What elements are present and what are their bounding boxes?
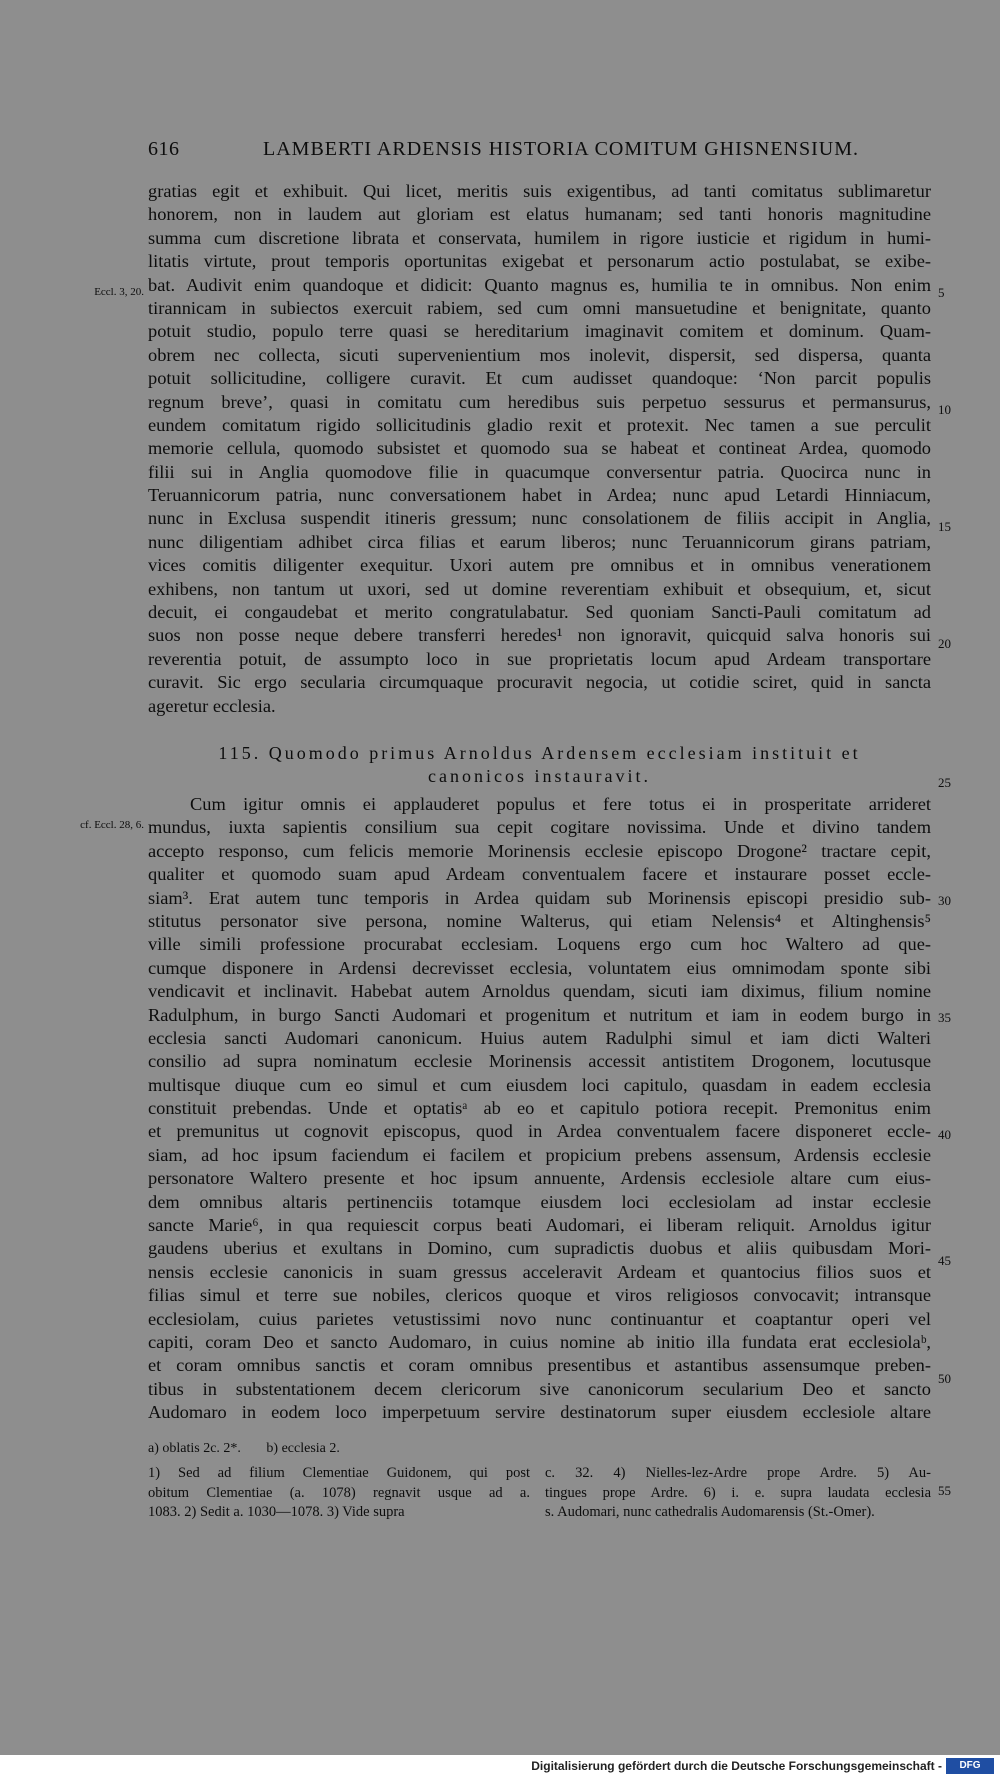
line-number: 25 (938, 775, 951, 790)
text-line: exhibens, non tantum ut uxori, sed ut domine reverentiam exhibuit et obsequium, et, sicut (148, 578, 931, 599)
text-line: constituit prebendas. Unde et optatisᵃ ab eo et capitulo potiora recepit. Premonitus enim (148, 1098, 931, 1119)
line-number: 50 (938, 1371, 951, 1386)
footnotes-left-column (148, 1464, 530, 1523)
text-line: vices comitis diligenter exequitur. Uxori autem pre omnibus et in omnibus venerationem (148, 555, 931, 576)
margin-reference: Eccl. 3, 20. (94, 286, 144, 298)
line-number: 30 (938, 893, 951, 908)
text-line: qualiter et quomodo suam apud Ardeam conventualem facere et instaurare posset eccle- (148, 864, 931, 885)
line-number: 40 (938, 1127, 951, 1142)
text-line: ecclesiolam, cuius parietes vetustissimi novo nunc continuantur et coaptantur operi vel (148, 1308, 931, 1329)
text-line: Audomaro in eodem loco imperpetuum servire destinatorum super eiusdem ecclesiole altare (148, 1402, 931, 1423)
footnote-line: c. 32. 4) Nielles-lez-Ardre prope Ardre. 5) Au- (545, 1465, 931, 1481)
line-number: 5 (938, 285, 945, 300)
text-line: gaudens uberius et exultans in Domino, cum supradictis duobus et aliis quibusdam Mori- (148, 1238, 931, 1259)
text-line: tirannicam in subiectos exercuit rabiem, sed cum omni mansuetudine et benignitate, quanto (148, 297, 931, 318)
footnote-line: obitum Clementiae (a. 1078) regnavit usque ad a. (148, 1484, 530, 1501)
text-line: vendicavit et inclinavit. Habebat autem Arnoldus quendam, sicuti iam diximus, filium nomine (148, 981, 931, 1002)
text-line: multisque diuque cum eo simul et cum eiusdem loci capitulo, quasdam in eadem ecclesia (148, 1074, 931, 1095)
text-line: potuit sollicitudine, colligere curavit. Et cum audisset quandoque: ‘Non parcit populis (148, 368, 931, 389)
text-line: cumque disponere in Ardensi decrevisset ecclesia, voluntatem eius omnimodam sponte sibi (148, 957, 931, 978)
text-line: accepto responso, cum felicis memorie Morinensis ecclesie episcopo Drogone² tractare cepit, (148, 840, 931, 861)
critical-note: b) ecclesia 2. (266, 1441, 340, 1456)
text-line: honorem, non in laudem aut gloriam est elatus humanam; sed tanti honoris magnitudine (148, 204, 931, 225)
line-number: 35 (938, 1010, 951, 1025)
text-line: obrem nec collecta, sicuti supervenientium mos inolevit, dispersit, sed dispersa, quanta (148, 344, 931, 365)
text-line: litatis virtute, prout temporis oportunitas exigebat et personarum actio postulabat, se exibe- (148, 251, 931, 272)
text-line: nunc diligentiam adhibet circa filias et earum liberos; nunc Teruannicorum girans patriam, (148, 531, 931, 552)
text-line: summa cum discretione librata et conservata, humilem in rigore iusticie et rigidum in humi- (148, 227, 931, 248)
dfg-logo[interactable]: DFG (946, 1758, 994, 1774)
text-line: filias simul et terre sue nobiles, clericos quoque et viros religiosos convocavit; intransque (148, 1285, 931, 1306)
text-line: memorie cellula, quomodo subsistet et quomodo sua se habeat et contineat Ardea, quomodo (148, 438, 931, 459)
text-line: personatore Waltero presente et hoc ipsum annuente, Ardensis ecclesiole altare cum eius- (148, 1168, 931, 1189)
text-line: consilio ad supra nominatum ecclesie Morinensis accessit antistitem Drogonem, locutusque (148, 1051, 931, 1072)
line-number: 10 (938, 402, 951, 417)
critical-note: a) oblatis 2c. 2*. (148, 1441, 241, 1456)
text-line: tibus in substentationem decem clericorum sive canonicorum secularium Deo et sancto (148, 1378, 931, 1399)
text-line: siam³. Erat autem tunc temporis in Ardea quidam sub Morinensis episcopi presidio sub- (148, 887, 931, 908)
footnote-line: 1) Sed ad filium Clementiae Guidonem, qui post (148, 1465, 530, 1481)
line-number: 20 (938, 636, 951, 651)
body-text-bottom (148, 793, 931, 1425)
text-line: sancte Marie⁶, in qua requiescit corpus beati Audomari, ei liberam reliquit. Arnoldus igitur (148, 1215, 931, 1236)
text-line: Teruannicorum patria, nunc conversationem habet in Ardea; nunc apud Letardi Hinniacum, (148, 485, 931, 506)
text-line: stitutus personator sive persona, nomine Walterus, qui etiam Nelensis⁴ et Altinghensis⁵ (148, 910, 931, 931)
text-line: ageretur ecclesia. (148, 695, 276, 716)
footnote-line: tingues prope Ardre. 6) i. e. supra laudata ecclesia (545, 1484, 931, 1501)
text-line: regnum breve’, quasi in comitatu cum heredibus suis perpetuo sessurus et permansurus, (148, 391, 931, 412)
page-number: 616 (148, 138, 180, 160)
running-title: LAMBERTI ARDENSIS HISTORIA COMITUM GHISNENSIUM. (263, 138, 860, 160)
text-line: curavit. Sic ergo secularia circumquaque procuravit negocia, ut cotidie sciret, quid in sancta (148, 672, 931, 693)
text-line: siam, ad hoc ipsum faciendum ei facilem et propicium prebens assensum, Ardensis ecclesie (148, 1144, 931, 1165)
text-line: et coram omnibus sanctis et coram omnibus presentibus et astantibus assensumque preben- (148, 1355, 931, 1376)
section-heading-line: canonicos instauravit. (428, 766, 651, 787)
text-line: nunc in Exclusa suspendit itineris gressum; nunc consolationem de filiis accipit in Anglia, (148, 508, 931, 529)
text-line: Cum igitur omnis ei applauderet populus et fere totus ei in prosperitate arrideret (190, 794, 931, 814)
page-header (148, 138, 928, 172)
text-line: capiti, coram Deo et sancto Audomaro, in cuius nomine ab initio illa fundata erat ecclesiolaᵇ, (148, 1331, 931, 1352)
text-line: gratias egit et exhibuit. Qui licet, meritis suis exigentibus, ad tanti comitatus sublimaretur (148, 181, 931, 201)
line-number: 55 (938, 1483, 951, 1498)
text-line: dem omnibus altaris pertinenciis totamque eiusdem loci ecclesiolam ad instar ecclesie (148, 1191, 931, 1212)
funding-footer (0, 1755, 1000, 1778)
text-line: bat. Audivit enim quandoque et didicit: Quanto magnus es, humilia te in omnibus. Non enim (148, 274, 931, 295)
text-line: reverentia potuit, de assumpto loco in sue proprietatis locum apud Ardeam transportare (148, 648, 931, 669)
section-heading-line: 115. Quomodo primus Arnoldus Ardensem ecclesiam instituit et (218, 743, 861, 763)
text-line: filii sui in Anglia quomodove filie in quacumque conversentur patria. Quocirca nunc in (148, 461, 931, 482)
margin-reference: cf. Eccl. 28, 6. (80, 819, 144, 831)
footnotes-right-column (545, 1464, 931, 1523)
text-line: ecclesia sancti Audomari canonicum. Huius autem Radulphi simul et iam dicti Walteri (148, 1027, 931, 1048)
footnote-line: 1083. 2) Sedit a. 1030—1078. 3) Vide supra (148, 1504, 405, 1521)
line-number: 15 (938, 519, 951, 534)
text-line: ville simili professione procurabat ecclesiam. Loquens ergo cum hoc Waltero ad que- (148, 934, 931, 955)
section-heading (148, 742, 931, 789)
body-text-top (148, 180, 931, 718)
line-number: 45 (938, 1253, 951, 1268)
funding-notice: Digitalisierung gefördert durch die Deutsche Forschungsgemeinschaft - (531, 1759, 942, 1773)
critical-apparatus (148, 1441, 362, 1457)
text-line: decuit, ei congaudebat et merito congratulabatur. Sed quoniam Sancti-Pauli comitatum ad (148, 602, 931, 623)
footnote-line: s. Audomari, nunc cathedralis Audomarensis (St.-Omer). (545, 1504, 875, 1521)
text-line: mundus, iuxta sapientis consilium sua cepit cogitare novissima. Unde et divino tandem (148, 817, 931, 838)
text-line: nensis ecclesie canonicis in suam gressus acceleravit Ardeam et quantocius filios suos et (148, 1261, 931, 1282)
text-line: potuit studio, populo terre quasi se hereditarium imaginavit comitem et dominum. Quam- (148, 321, 931, 342)
text-line: suos non posse neque debere transferri heredes¹ non ignoravit, quicquid salva honoris sui (148, 625, 931, 646)
text-line: eundem comitatum rigido sollicitudinis gladio rexit et protexit. Nec tamen a sue perculit (148, 414, 931, 435)
text-line: Radulphum, in burgo Sancti Audomari et progenitum et nutritum et iam in eodem burgo in (148, 1004, 931, 1025)
text-line: et premunitus ut cognovit episcopus, quod in Ardea conventualem facere disponeret eccle- (148, 1121, 931, 1142)
